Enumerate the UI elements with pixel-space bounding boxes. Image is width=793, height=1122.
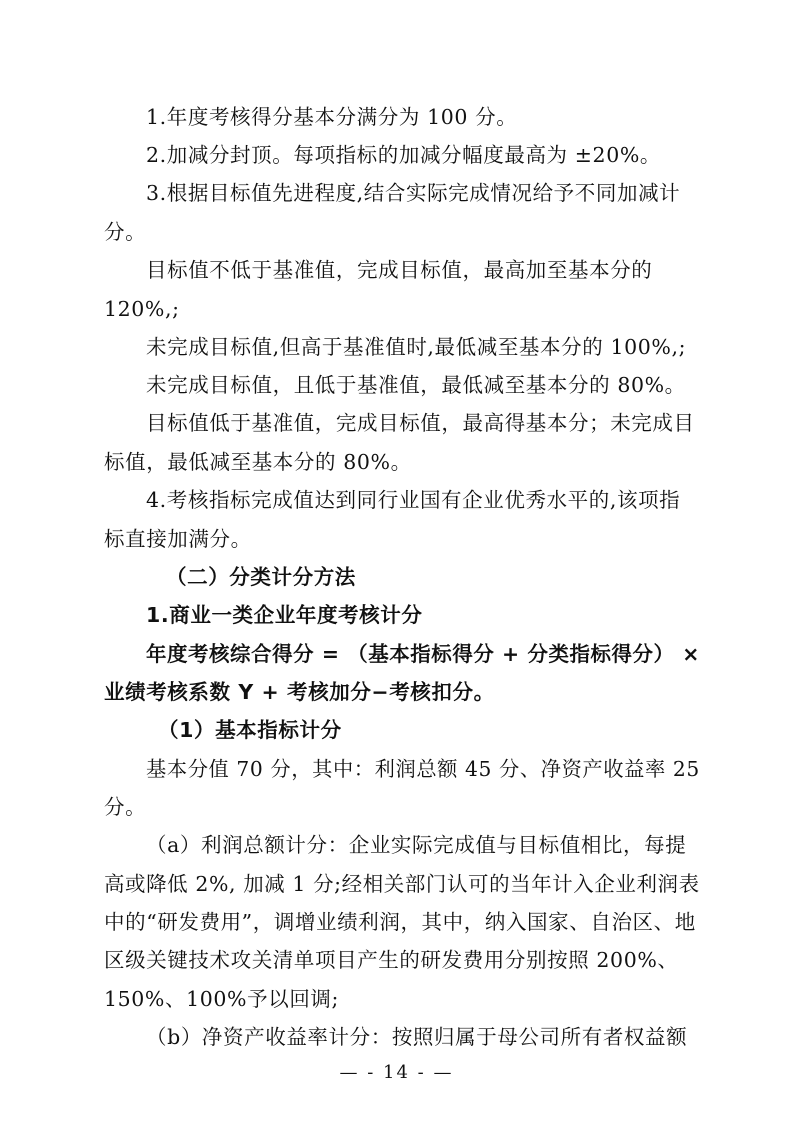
text-line-9: 目标值低于基准值，完成目标值，最高得基本分；未完成目 xyxy=(146,411,695,435)
text-line-18: 区级关键技术攻关清单项目产生的研发费用分别按照 200%、 xyxy=(104,948,679,972)
text-line-5: 目标值不低于基准值，完成目标值，最高加至基本分的 xyxy=(146,258,653,282)
text-line-20: （b）净资产收益率计分：按照归属于母公司所有者权益额 xyxy=(146,1025,688,1049)
text-line-13: 基本分值 70 分，其中：利润总额 45 分、净资产收益率 25 xyxy=(146,757,700,781)
text-line-1: 1.年度考核得分基本分满分为 100 分。 xyxy=(146,105,518,129)
section-heading-2: （二）分类计分方法 xyxy=(166,565,356,589)
formula-line-2: 业绩考核系数 Y + 考核加分−考核扣分。 xyxy=(104,680,495,704)
text-line-7: 未完成目标值,但高于基准值时,最低减至基本分的 100%,; xyxy=(146,335,687,359)
page-number: — - 14 - — xyxy=(339,1062,454,1083)
formula-line-1: 年度考核综合得分 = （基本指标得分 + 分类指标得分） × xyxy=(146,642,700,666)
text-line-2: 2.加减分封顶。每项指标的加减分幅度最高为 ±20%。 xyxy=(146,143,662,167)
text-line-4: 分。 xyxy=(104,220,147,244)
item-heading-1: （1）基本指标计分 xyxy=(158,718,342,742)
text-line-15: （a）利润总额计分：企业实际完成值与目标值相比，每提 xyxy=(146,833,687,857)
text-line-6: 120%,; xyxy=(104,297,180,321)
text-line-12: 标直接加满分。 xyxy=(104,527,252,551)
text-line-16: 高或降低 2%, 加减 1 分;经相关部门认可的当年计入企业利润表 xyxy=(104,872,700,896)
text-line-3: 3.根据目标值先进程度,结合实际完成情况给予不同加减计 xyxy=(146,181,681,205)
text-line-8: 未完成目标值，且低于基准值，最低减至基本分的 80%。 xyxy=(146,373,686,397)
text-line-14: 分。 xyxy=(104,795,147,819)
text-line-19: 150%、100%予以回调; xyxy=(104,987,340,1011)
subsection-heading-1: 1.商业一类企业年度考核计分 xyxy=(146,603,423,627)
text-line-11: 4.考核指标完成值达到同行业国有企业优秀水平的,该项指 xyxy=(146,488,681,512)
text-line-17: 中的“研发费用”，调增业绩利润，其中，纳入国家、自治区、地 xyxy=(104,910,696,934)
text-line-10: 标值，最低减至基本分的 80%。 xyxy=(104,450,412,474)
